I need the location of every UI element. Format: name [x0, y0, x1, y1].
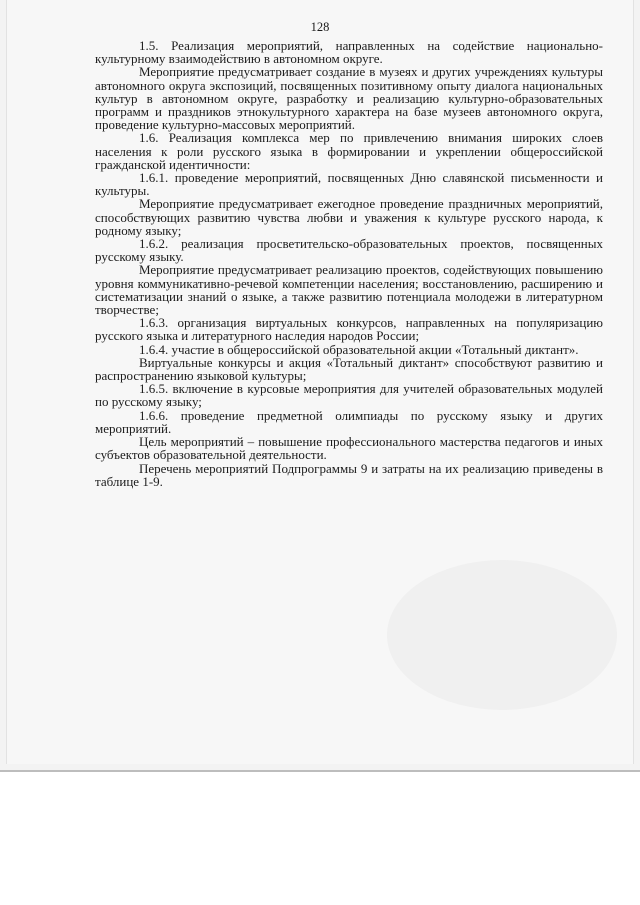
- paragraph-1-6: 1.6. Реализация комплекса мер по привлечению внимания широких слоев населения к роли русского языка в формировании и укреплении общероссийской гражданской идентичности:: [95, 130, 603, 172]
- paragraph-1-6-1-description: Мероприятие предусматривает ежегодное проведение праздничных мероприятий, способствующих развитию чувства любви и уважения к культуре русского народа, к родному языку;: [95, 196, 603, 238]
- paragraph-contests-description: Виртуальные конкурсы и акция «Тотальный диктант» способствуют развитию и распространению языковой культуры;: [95, 354, 603, 384]
- paragraph-1-6-2-description: Мероприятие предусматривает реализацию проектов, содействующих повышению уровня коммуникативно-речевой компетенции населения; восстановлению, расширению и систематизации знаний о языке, а также развитию потенциала молодежи в литературном творчестве;: [95, 262, 603, 318]
- paragraph-1-6-3: 1.6.3. организация виртуальных конкурсов, направленных на популяризацию русского языка и литературного наследия народов России;: [95, 315, 603, 344]
- paragraph-1-6-6: 1.6.6. проведение предметной олимпиады по русскому языку и других мероприятий.: [95, 407, 603, 436]
- paragraph-goal: Цель мероприятий – повышение профессионального мастерства педагогов и иных субъектов образовательной деятельности.: [95, 434, 603, 463]
- paragraph-1-5: 1.5. Реализация мероприятий, направленных на содействие национально-культурному взаимодействию в автономном округе.: [95, 38, 603, 67]
- paragraph-1-6-4: 1.6.4. участие в общероссийской образовательной акции «Тотальный диктант».: [139, 341, 579, 357]
- document-body: [95, 39, 603, 488]
- paragraph-1-6-2: 1.6.2. реализация просветительско-образовательных проектов, посвященных русскому языку.: [95, 236, 603, 265]
- paragraph-1-6-5: 1.6.5. включение в курсовые мероприятия для учителей образовательных модулей по русскому языку;: [95, 381, 603, 410]
- paragraph-table-reference: Перечень мероприятий Подпрограммы 9 и затраты на их реализацию приведены в таблице 1-9.: [95, 460, 603, 489]
- scan-shading: [387, 560, 617, 710]
- paragraph-1-6-1: 1.6.1. проведение мероприятий, посвященных Дню славянской письменности и культуры.: [95, 170, 603, 199]
- paragraph-1-5-description: Мероприятие предусматривает создание в музеях и других учреждениях культуры автономного округа экспозиций, посвященных позитивному опыту диалога национальных культур в автономном округе, разработку и реализацию культурно-образовательных программ и праздников этнокультурного характера на базе музеев автономного округа, проведение культурно-массовых мероприятий.: [95, 64, 603, 133]
- page-number: 128: [310, 20, 330, 34]
